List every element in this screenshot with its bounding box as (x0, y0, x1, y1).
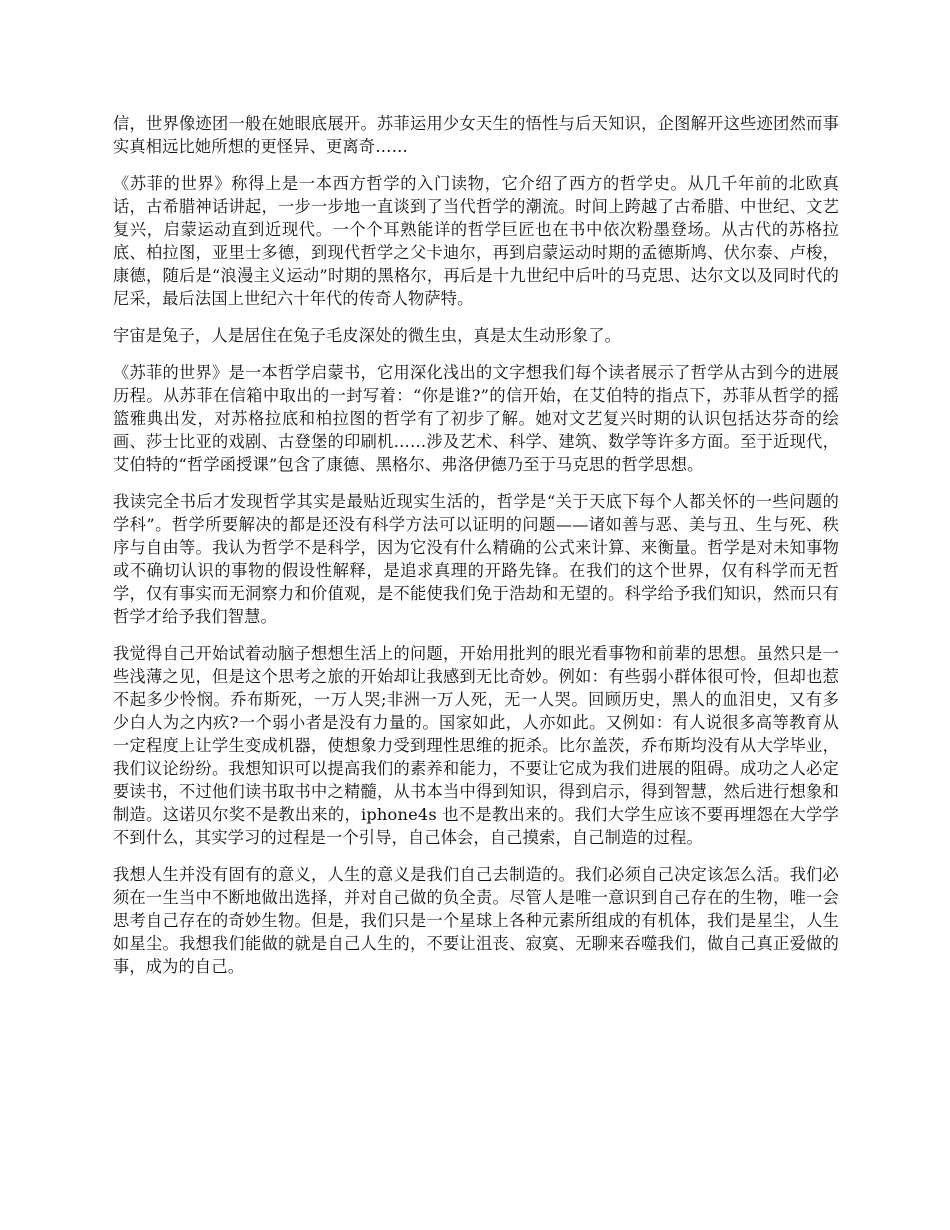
document-body (113, 112, 839, 992)
paragraph-6: 我觉得自己开始试着动脑子想想生活上的问题，开始用批判的眼光看事物和前辈的思想。虽然只是一些浅薄之见，但是这个思考之旅的开始却让我感到无比奇妙。例如：有些弱小群体很可怜，但却也惹不起多少怜悯。乔布斯死，一万人哭;非洲一万人死，无一人哭。回顾历史，黑人的血泪史，又有多少白人为之内疚?一个弱小者是没有力量的。国家如此，人亦如此。又例如：有人说很多高等教育从一定程度上让学生变成机器，使想象力受到理性思维的扼杀。比尔盖茨，乔布斯均没有从大学毕业，我们议论纷纷。我想知识可以提高我们的素养和能力，不要让它成为我们进展的阻碍。成功之人必定要读书，不过他们读书取书中之精髓，从书本当中得到知识，得到启示，得到智慧，然后进行想象和制造。这诺贝尔奖不是教出来的，iphone4s 也不是教出来的。我们大学生应该不要再埋怨在大学学不到什么，其实学习的过程是一个引导，自己体会，自己摸索，自己制造的过程。 (113, 644, 839, 847)
paragraph-4: 《苏菲的世界》是一本哲学启蒙书，它用深化浅出的文字想我们每个读者展示了哲学从古到今的进展历程。从苏菲在信箱中取出的一封写着：“你是谁?”的信开始，在艾伯特的指点下，苏菲从哲学的摇篮雅典出发，对苏格拉底和柏拉图的哲学有了初步了解。她对文艺复兴时期的认识包括达芬奇的绘画、莎士比亚的戏剧、古登堡的印刷机……涉及艺术、科学、建筑、数学等许多方面。至于近现代，艾伯特的“哲学函授课”包含了康德、黑格尔、弗洛伊德乃至于马克思的哲学思想。 (113, 363, 839, 474)
paragraph-5: 我读完全书后才发现哲学其实是最贴近现实生活的，哲学是“关于天底下每个人都关怀的一些问题的学科”。哲学所要解决的都是还没有科学方法可以证明的问题——诸如善与恶、美与丑、生与死、秩序与自由等。我认为哲学不是科学，因为它没有什么精确的公式来计算、来衡量。哲学是对未知事物或不确切认识的事物的假设性解释，是追求真理的开路先锋。在我们的这个世界，仅有科学而无哲学，仅有事实而无洞察力和价值观，是不能使我们免于浩劫和无望的。科学给予我们知识，然而只有哲学才给予我们智慧。 (113, 492, 839, 626)
paragraph-3: 宇宙是兔子，人是居住在兔子毛皮深处的微生虫，真是太生动形象了。 (113, 326, 622, 345)
paragraph-7: 我想人生并没有固有的意义，人生的意义是我们自己去制造的。我们必须自己决定该怎么活。我们必须在一生当中不断地做出选择，并对自己做的负全责。尽管人是唯一意识到自己存在的生物，唯一会思考自己存在的奇妙生物。但是，我们只是一个星球上各种元素所组成的有机体，我们是星尘，人生如星尘。我想我们能做的就是自己人生的，不要让沮丧、寂寞、无聊来吞噬我们，做自己真正爱做的事，成为的自己。 (113, 865, 839, 976)
paragraph-2: 《苏菲的世界》称得上是一本西方哲学的入门读物，它介绍了西方的哲学史。从几千年前的北欧真话，古希腊神话讲起，一步一步地一直谈到了当代哲学的潮流。时间上跨越了古希腊、中世纪、文艺复兴，启蒙运动直到近现代。一个个耳熟能详的哲学巨匠也在书中依次粉墨登场。从古代的苏格拉底、柏拉图，亚里士多德，到现代哲学之父卡迪尔，再到启蒙运动时期的孟德斯鸠、伏尔泰、卢梭，康德，随后是“浪漫主义运动”时期的黑格尔，再后是十九世纪中后叶的马克思、达尔文以及同时代的尼采，最后法国上世纪六十年代的传奇人物萨特。 (113, 174, 839, 308)
paragraph-1: 信，世界像迹团一般在她眼底展开。苏菲运用少女天生的悟性与后天知识，企图解开这些迹团然而事实真相远比她所想的更怪异、更离奇…… (113, 114, 839, 156)
